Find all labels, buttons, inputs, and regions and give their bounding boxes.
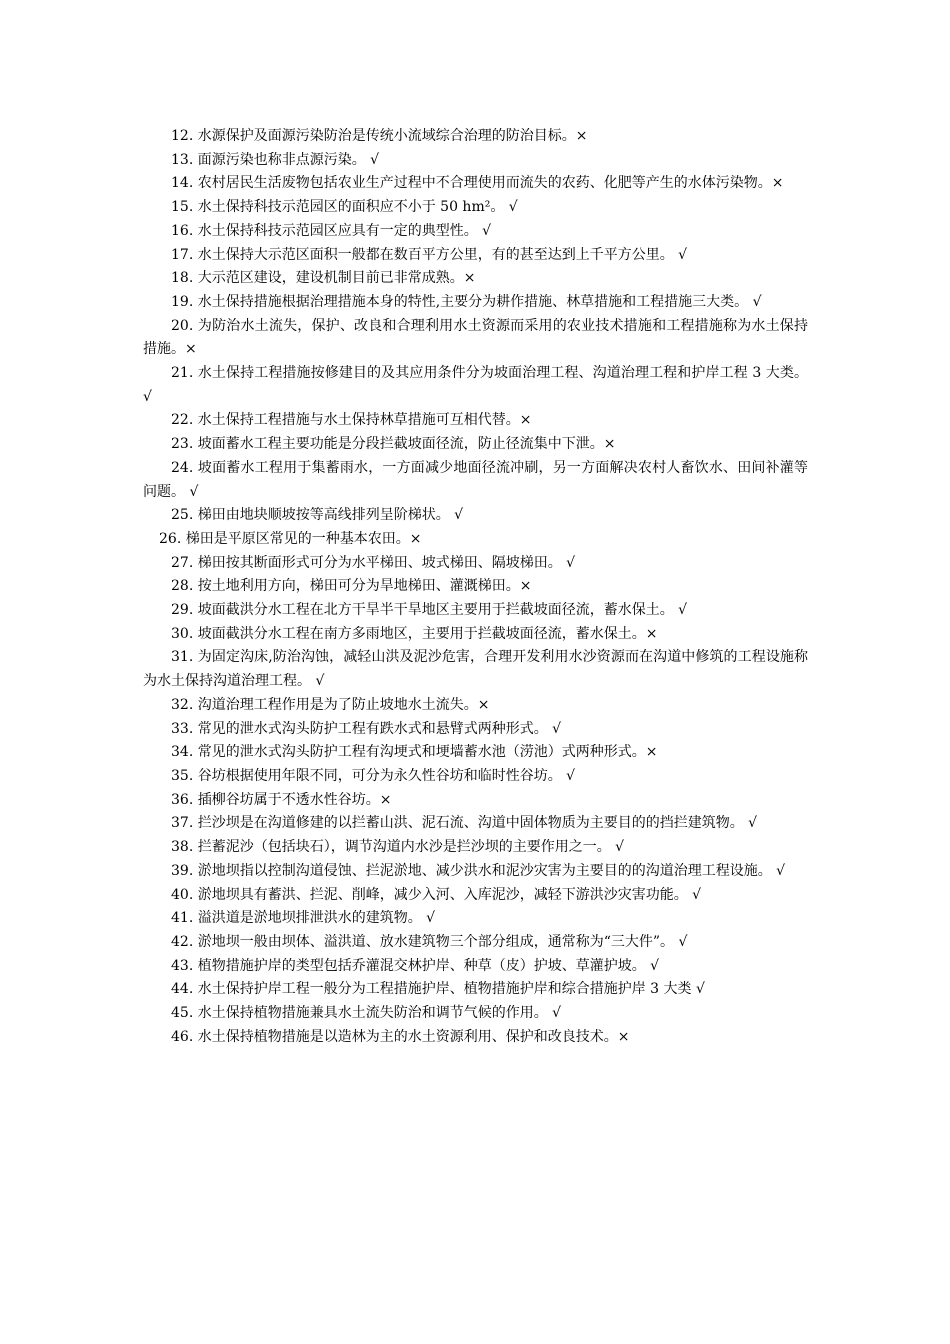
list-item: 36. 插柳谷坊属于不透水性谷坊。× <box>171 791 392 808</box>
list-item: 22. 水土保持工程措施与水土保持林草措施可互相代替。× <box>171 412 532 429</box>
list-item: 14. 农村居民生活废物包括农业生产过程中不合理使用而流失的农药、化肥等产生的水体污染物。× <box>171 175 784 192</box>
list-item: 33. 常见的泄水式沟头防护工程有跌水式和悬臂式两种形式。 √ <box>171 720 562 737</box>
list-item: 25. 梯田由地块顺坡按等高线排列呈阶梯状。 √ <box>171 507 464 524</box>
list-item: 19. 水土保持措施根据治理措施本身的特性,主要分为耕作措施、林草措施和工程措施三大类。 √ <box>171 293 762 310</box>
list-item: 23. 坡面蓄水工程主要功能是分段拦截坡面径流，防止径流集中下泄。× <box>171 436 616 453</box>
list-item: 46. 水土保持植物措施是以造林为主的水土资源利用、保护和改良技术。× <box>171 1028 630 1045</box>
list-item: 38. 拦蓄泥沙（包括块石），调节沟道内水沙是拦沙坝的主要作用之一。 √ <box>171 839 625 856</box>
list-item: 40. 淤地坝具有蓄洪、拦泥、削峰，减少入河、入库泥沙，减轻下游洪沙灾害功能。 √ <box>171 886 702 903</box>
list-item: 41. 溢洪道是淤地坝排泄洪水的建筑物。 √ <box>171 910 436 927</box>
list-item: 12. 水源保护及面源污染防治是传统小流域综合治理的防治目标。× <box>171 128 588 144</box>
list-item: 13. 面源污染也称非点源污染。 √ <box>171 151 380 168</box>
list-item: 45. 水土保持植物措施兼具水土流失防治和调节气候的作用。 √ <box>171 1005 562 1022</box>
list-item: 37. 拦沙坝是在沟道修建的以拦蓄山洪、泥石流、沟道中固体物质为主要目的的挡拦建筑物。 √ <box>171 815 758 832</box>
list-item: 42. 淤地坝一般由坝体、溢洪道、放水建筑物三个部分组成，通常称为“三大件”。 √ <box>171 933 688 950</box>
list-item: 39. 淤地坝指以控制沟道侵蚀、拦泥淤地、减少洪水和泥沙灾害为主要目的的沟道治理工程设施。 √ <box>171 862 786 879</box>
list-item: 16. 水土保持科技示范园区应具有一定的典型性。 √ <box>171 222 492 239</box>
list-item: 31. 为固定沟床,防治沟蚀，减轻山洪及泥沙危害，合理开发利用水沙资源而在沟道中修筑的工程设施称为水土保持沟道治理工程。 √ <box>143 649 808 690</box>
list-item: 17. 水土保持大示范区面积一般都在数百平方公里，有的甚至达到上千平方公里。 √ <box>171 246 688 263</box>
list-item: 44. 水土保持护岸工程一般分为工程措施护岸、植物措施护岸和综合措施护岸 3 大类 √ <box>171 981 705 998</box>
list-item: 29. 坡面截洪分水工程在北方干旱半干旱地区主要用于拦截坡面径流，蓄水保土。 √ <box>171 602 688 619</box>
document-body <box>143 125 808 1049</box>
list-item: 32. 沟道治理工程作用是为了防止坡地水土流失。× <box>171 696 490 713</box>
list-item: 26. 梯田是平原区常见的一种基本农田。× <box>159 530 422 547</box>
list-item: 28. 按土地利用方向，梯田可分为旱地梯田、灌溉梯田。× <box>171 578 532 595</box>
list-item: 20. 为防治水土流失，保护、改良和合理利用水土资源而采用的农业技术措施和工程措施称为水土保持措施。× <box>143 317 808 358</box>
list-item: 24. 坡面蓄水工程用于集蓄雨水，一方面减少地面径流冲刷，另一方面解决农村人畜饮水、田间补灌等问题。 √ <box>143 459 808 500</box>
list-item: 18. 大示范区建设，建设机制目前已非常成熟。× <box>171 270 476 287</box>
list-item: 35. 谷坊根据使用年限不同，可分为永久性谷坊和临时性谷坊。 √ <box>171 767 576 784</box>
list-item: 34. 常见的泄水式沟头防护工程有沟埂式和埂墙蓄水池（涝池）式两种形式。× <box>171 744 658 761</box>
list-item: 30. 坡面截洪分水工程在南方多雨地区，主要用于拦截坡面径流，蓄水保土。× <box>171 625 658 642</box>
list-item: 43. 植物措施护岸的类型包括乔灌混交林护岸、种草（皮）护坡、草灌护坡。 √ <box>171 957 660 974</box>
list-item: 27. 梯田按其断面形式可分为水平梯田、坡式梯田、隔坡梯田。 √ <box>171 554 576 571</box>
list-item: 15. 水土保持科技示范园区的面积应不小于 50 hm²。 √ <box>171 199 518 216</box>
list-item: 21. 水土保持工程措施按修建目的及其应用条件分为坡面治理工程、沟道治理工程和护岸工程 3 大类。 √ <box>143 365 808 405</box>
